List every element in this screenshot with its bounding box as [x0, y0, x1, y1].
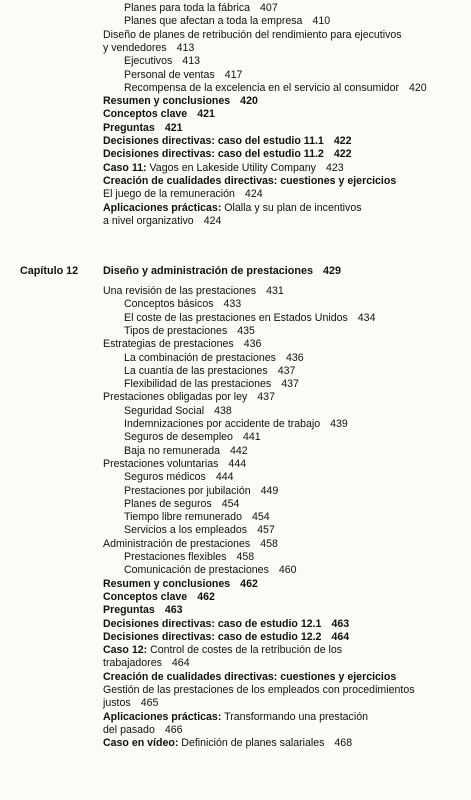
toc-page-number: 417: [224, 68, 243, 81]
toc-entry-text: Planes de seguros: [124, 497, 212, 510]
toc-entry: [103, 42, 194, 55]
toc-entry: [124, 378, 299, 391]
toc-page-number: 462: [197, 590, 215, 603]
toc-entry-text: Tiempo libre remunerado: [124, 511, 242, 524]
toc-entry: [103, 657, 190, 670]
toc-entry-text: Planes que afectan a toda la empresa: [124, 15, 303, 28]
toc-entry-bold-text: Preguntas: [103, 121, 155, 134]
toc-entry-bold-text: Decisiones directivas: caso de estudio 12.2: [103, 630, 322, 643]
toc-page-number: 458: [236, 551, 255, 563]
toc-page-number: 422: [333, 148, 352, 161]
toc-entry-text: trabajadores: [103, 657, 162, 670]
toc-page-number: 454: [221, 497, 240, 510]
toc-entry-text: Baja no remunerada: [124, 444, 220, 457]
toc-page-number: 437: [257, 391, 275, 404]
toc-page-number: 466: [164, 723, 183, 736]
toc-entry-text: Estrategias de prestaciones: [103, 338, 234, 351]
toc-entry: [103, 135, 352, 148]
toc-page-number: 463: [164, 604, 183, 617]
toc-entry: [124, 15, 330, 28]
toc-entry-text: El juego de la remuneración: [103, 188, 235, 201]
toc-entry: [103, 684, 415, 697]
toc-entry: [124, 2, 278, 15]
toc-entry-text: Ejecutivos: [124, 55, 173, 68]
toc-page-number: 437: [281, 378, 299, 391]
toc-entry-bold-text: Conceptos clave: [103, 590, 188, 603]
toc-entry: [103, 644, 342, 657]
toc-entry: [103, 215, 221, 228]
toc-entry: [124, 471, 234, 484]
toc-entry-bold-text: Resumen y conclusiones: [103, 577, 231, 590]
toc-entry: [103, 202, 362, 215]
toc-entry: [103, 29, 402, 42]
toc-entry-text: Planes para toda la fábrica: [124, 2, 251, 14]
toc-entry: [103, 538, 278, 551]
toc-entry: [124, 55, 200, 68]
toc-entry: [103, 122, 183, 135]
toc-page-number: 420: [409, 81, 427, 94]
toc-entry: [124, 405, 232, 418]
toc-entry-text: Prestaciones flexibles: [124, 551, 227, 563]
toc-entry-bold-text: Caso en vídeo:: [103, 737, 179, 750]
toc-entry-text: Olalla y su plan de incentivos: [221, 201, 362, 214]
toc-entry: [124, 511, 270, 524]
toc-entry-bold-text: Preguntas: [103, 604, 155, 617]
toc-entry-text: Indemnizaciones por accidente de trabajo: [124, 418, 321, 430]
toc-entry-text: Seguros médicos: [124, 471, 206, 484]
toc-entry: [103, 175, 396, 188]
toc-page-number: 444: [215, 471, 234, 484]
toc-entry-text: Seguridad Social: [124, 404, 205, 417]
toc-entry-text: justos: [103, 697, 131, 710]
toc-page-number: 441: [242, 431, 261, 444]
toc-entry-bold-text: Aplicaciones prácticas:: [103, 201, 222, 214]
toc-entry: [103, 188, 263, 201]
toc-entry-bold-text: Aplicaciones prácticas:: [103, 710, 222, 723]
toc-page-number: 410: [312, 15, 331, 28]
toc-page-number: 444: [228, 457, 247, 470]
toc-entry-text: Prestaciones obligadas por ley: [103, 391, 248, 404]
toc-entry: [124, 312, 375, 325]
toc-entry-text: Tipos de prestaciones: [124, 324, 228, 337]
toc-entry-text: Una revisión de las prestaciones: [103, 285, 257, 297]
toc-entry: [103, 724, 183, 737]
toc-entry: [124, 431, 261, 444]
toc-page-number: 436: [243, 338, 262, 351]
toc-page-number: 413: [182, 55, 200, 68]
toc-entry: [103, 338, 261, 351]
toc-entry-bold-text: Decisiones directivas: caso del estudio 11.1: [103, 135, 324, 147]
toc-page-number: 464: [331, 630, 350, 643]
toc-entry: [103, 285, 284, 298]
toc-entry: [103, 391, 275, 404]
toc-entry-text: Vagos en Lakeside Utility Company: [146, 161, 316, 174]
toc-page-number: 413: [176, 41, 195, 54]
toc-entry: [124, 82, 427, 95]
toc-entry: [124, 352, 304, 365]
toc-entry-text: Prestaciones voluntarias: [103, 457, 219, 470]
toc-entry: [103, 604, 183, 617]
toc-entry-bold-text: Decisiones directivas: caso del estudio 11.2: [103, 148, 324, 161]
toc-entry: [103, 108, 215, 121]
toc-entry: [124, 485, 278, 498]
toc-entry-text: La combinación de prestaciones: [124, 351, 276, 364]
toc-page-number: 463: [331, 617, 350, 630]
toc-entry-text: Servicios a los empleados: [124, 524, 248, 537]
toc-page-number: 431: [266, 285, 284, 297]
toc-page-number: 442: [230, 444, 248, 457]
toc-page-number: 449: [260, 484, 279, 497]
toc-page-number: 454: [251, 511, 270, 524]
toc-entry-text: a nivel organizativo: [103, 214, 194, 227]
toc-entry: [103, 95, 258, 108]
toc-entry-text: y vendedores: [103, 41, 167, 54]
toc-page-number: 465: [140, 697, 159, 710]
toc-entry: [103, 631, 349, 644]
toc-entry-bold-text: Decisiones directivas: caso de estudio 12.1: [103, 617, 322, 630]
chapter-page: 429: [323, 265, 342, 277]
toc-entry: [124, 551, 254, 564]
toc-page-number: 464: [171, 657, 190, 670]
toc-entry-text: Personal de ventas: [124, 68, 215, 81]
toc-page-number: 434: [357, 311, 376, 324]
toc-entry: [103, 697, 158, 710]
toc-entry-bold-text: Creación de cualidades directivas: cuestiones y ejercicios: [103, 174, 397, 187]
toc-page-number: 436: [285, 351, 304, 364]
toc-page-number: 407: [260, 2, 278, 14]
toc-entry-bold-text: Caso 11:: [103, 161, 147, 174]
toc-entry: [124, 365, 295, 378]
toc-page-number: 424: [244, 188, 263, 201]
toc-entry: [124, 69, 242, 82]
toc-entry: [103, 591, 215, 604]
toc-entry-text: Definición de planes salariales: [178, 737, 325, 750]
toc-page-number: 433: [223, 298, 242, 311]
toc-page-number: 422: [333, 135, 352, 147]
toc-page-number: 462: [240, 577, 258, 590]
toc-page-number: 421: [164, 121, 183, 134]
toc-entry: [124, 498, 239, 511]
toc-page-number: 468: [334, 737, 353, 750]
toc-entry: [124, 325, 255, 338]
toc-entry: [124, 298, 241, 311]
toc-entry-bold-text: Creación de cualidades directivas: cuestiones y ejercicios: [103, 670, 397, 683]
toc-page-number: 424: [203, 214, 222, 227]
toc-entry-text: El coste de las prestaciones en Estados Unidos: [124, 311, 348, 324]
toc-entry-bold-text: Conceptos clave: [103, 108, 188, 121]
toc-entry: [103, 458, 246, 471]
chapter-label: Capítulo 12: [20, 265, 79, 277]
toc-entry-text: Comunicación de prestaciones: [124, 564, 269, 577]
toc-entry: [103, 737, 352, 750]
toc-page-number: 460: [278, 564, 297, 577]
toc-entry: [103, 578, 258, 591]
toc-page-number: 439: [330, 418, 348, 430]
toc-page-number: 421: [197, 108, 215, 121]
toc-page-number: 457: [257, 524, 275, 537]
toc-entry: [103, 671, 396, 684]
toc-entry-bold-text: Resumen y conclusiones: [103, 95, 231, 108]
toc-page-number: 420: [240, 95, 258, 108]
toc-entry-text: Flexibilidad de las prestaciones: [124, 378, 272, 391]
toc-entry: [124, 524, 275, 537]
toc-page-number: 438: [214, 404, 232, 417]
toc-entry-text: Recompensa de la excelencia en el servicio al consumidor: [124, 81, 399, 94]
toc-page-number: 423: [325, 161, 344, 174]
toc-entry: [103, 148, 352, 161]
chapter-title: [103, 265, 341, 277]
toc-entry-text: Control de costes de la retribución de los: [147, 644, 343, 657]
toc-entry-text: Conceptos básicos: [124, 298, 214, 311]
toc-entry-text: Seguros de desempleo: [124, 431, 233, 444]
toc-entry-text: Prestaciones por jubilación: [124, 484, 251, 497]
toc-entry-text: del pasado: [103, 723, 155, 736]
toc-entry-text: Gestión de las prestaciones de los empleados con procedimientos: [103, 684, 415, 696]
toc-page-number: 435: [237, 324, 255, 337]
toc-entry: [103, 618, 349, 631]
chapter-title-text: Diseño y administración de prestaciones: [103, 265, 314, 277]
toc-entry-bold-text: Caso 12:: [103, 644, 148, 657]
toc-entry: [103, 162, 344, 175]
toc-page-number: 437: [277, 364, 296, 377]
toc-entry: [124, 445, 248, 458]
toc-page-number: 458: [260, 537, 278, 550]
toc-entry-text: Transformando una prestación: [221, 710, 368, 723]
toc-entry: [124, 564, 297, 577]
toc-entry: [103, 711, 368, 724]
toc-entry: [124, 418, 348, 431]
toc-entry-text: La cuantía de las prestaciones: [124, 364, 268, 377]
toc-entry-text: Administración de prestaciones: [103, 537, 251, 550]
toc-entry-text: Diseño de planes de retribución del rendimiento para ejecutivos: [103, 28, 402, 41]
